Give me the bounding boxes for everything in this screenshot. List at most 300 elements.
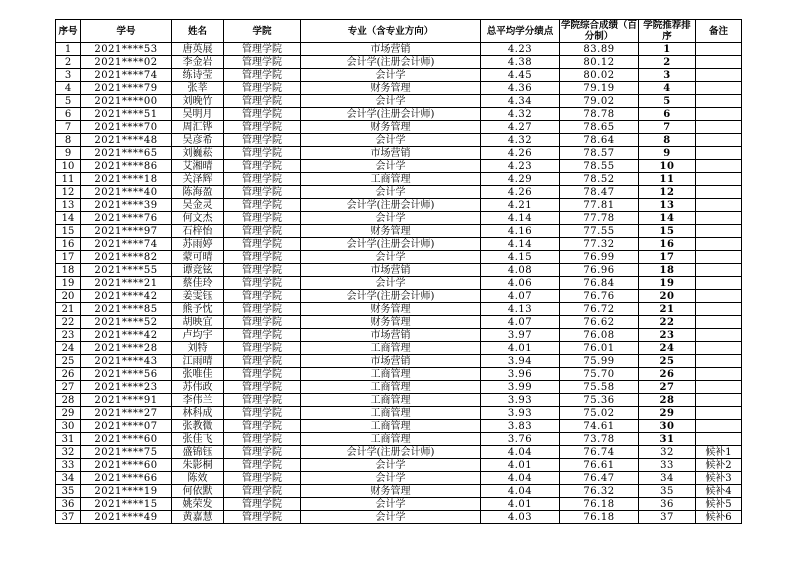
table-row: [56, 316, 742, 329]
header-rank: 学院推荐排序: [639, 20, 696, 43]
cell-college: 管理学院: [224, 381, 301, 394]
cell-note: [696, 316, 742, 329]
cell-major: 工商管理: [301, 381, 481, 394]
cell-student-id: 2021****60: [81, 433, 172, 446]
cell-student-id: 2021****82: [81, 251, 172, 264]
cell-student-id: 2021****76: [81, 212, 172, 225]
cell-note: 候补4: [696, 485, 742, 498]
cell-major: 会计学(注册会计师): [301, 238, 481, 251]
cell-gpa: 3.99: [481, 381, 560, 394]
cell-seq: 25: [56, 355, 81, 368]
cell-student-id: 2021****86: [81, 160, 172, 173]
cell-gpa: 4.23: [481, 43, 560, 56]
cell-gpa: 4.15: [481, 251, 560, 264]
cell-major: 工商管理: [301, 433, 481, 446]
cell-seq: 22: [56, 316, 81, 329]
cell-score: 77.55: [560, 225, 639, 238]
cell-college: 管理学院: [224, 186, 301, 199]
cell-college: 管理学院: [224, 485, 301, 498]
cell-major: 会计学: [301, 251, 481, 264]
cell-student-id: 2021****66: [81, 472, 172, 485]
cell-name: 江雨晴: [172, 355, 224, 368]
cell-gpa: 4.16: [481, 225, 560, 238]
cell-rank: 35: [639, 485, 696, 498]
table-body: [56, 43, 742, 524]
cell-major: 工商管理: [301, 407, 481, 420]
cell-college: 管理学院: [224, 134, 301, 147]
cell-gpa: 4.26: [481, 186, 560, 199]
cell-note: [696, 303, 742, 316]
cell-rank: 11: [639, 173, 696, 186]
cell-college: 管理学院: [224, 69, 301, 82]
cell-note: [696, 134, 742, 147]
cell-college: 管理学院: [224, 394, 301, 407]
cell-score: 76.32: [560, 485, 639, 498]
cell-rank: 2: [639, 56, 696, 69]
cell-name: 谭竞铉: [172, 264, 224, 277]
cell-seq: 21: [56, 303, 81, 316]
cell-score: 79.19: [560, 82, 639, 95]
cell-rank: 28: [639, 394, 696, 407]
cell-name: 姚荣发: [172, 498, 224, 511]
cell-rank: 19: [639, 277, 696, 290]
cell-student-id: 2021****21: [81, 277, 172, 290]
cell-note: [696, 355, 742, 368]
table-row: [56, 225, 742, 238]
table-row: [56, 498, 742, 511]
table-row: [56, 472, 742, 485]
cell-college: 管理学院: [224, 355, 301, 368]
table-header: [56, 20, 742, 43]
cell-rank: 32: [639, 446, 696, 459]
cell-note: [696, 407, 742, 420]
header-major: 专业（含专业方向）: [301, 20, 481, 43]
cell-rank: 10: [639, 160, 696, 173]
cell-note: [696, 394, 742, 407]
cell-college: 管理学院: [224, 329, 301, 342]
cell-name: 石梓怡: [172, 225, 224, 238]
cell-note: 候补3: [696, 472, 742, 485]
cell-note: [696, 108, 742, 121]
cell-seq: 18: [56, 264, 81, 277]
table-row: [56, 121, 742, 134]
cell-seq: 37: [56, 511, 81, 524]
cell-name: 吴明月: [172, 108, 224, 121]
table-row: [56, 394, 742, 407]
cell-name: 卢均宇: [172, 329, 224, 342]
cell-rank: 20: [639, 290, 696, 303]
table-row: [56, 95, 742, 108]
cell-seq: 26: [56, 368, 81, 381]
table-row: [56, 160, 742, 173]
cell-major: 财务管理: [301, 225, 481, 238]
cell-student-id: 2021****52: [81, 316, 172, 329]
cell-student-id: 2021****74: [81, 69, 172, 82]
cell-rank: 25: [639, 355, 696, 368]
cell-score: 75.99: [560, 355, 639, 368]
cell-name: 关泽辉: [172, 173, 224, 186]
header-score: 学院综合成绩（百分制）: [560, 20, 637, 42]
table-row: [56, 303, 742, 316]
cell-rank: 7: [639, 121, 696, 134]
cell-name: 苏伟政: [172, 381, 224, 394]
cell-score: 80.12: [560, 56, 639, 69]
cell-rank: 1: [639, 43, 696, 56]
header-name: 姓名: [172, 20, 224, 43]
cell-rank: 24: [639, 342, 696, 355]
cell-rank: 22: [639, 316, 696, 329]
cell-seq: 17: [56, 251, 81, 264]
cell-seq: 12: [56, 186, 81, 199]
cell-rank: 8: [639, 134, 696, 147]
cell-college: 管理学院: [224, 264, 301, 277]
cell-gpa: 3.96: [481, 368, 560, 381]
table-row: [56, 433, 742, 446]
cell-score: 78.57: [560, 147, 639, 160]
cell-rank: 18: [639, 264, 696, 277]
cell-student-id: 2021****75: [81, 446, 172, 459]
table-row: [56, 355, 742, 368]
table-row: [56, 407, 742, 420]
cell-gpa: 3.97: [481, 329, 560, 342]
cell-seq: 30: [56, 420, 81, 433]
cell-major: 会计学: [301, 186, 481, 199]
cell-student-id: 2021****55: [81, 264, 172, 277]
cell-college: 管理学院: [224, 316, 301, 329]
cell-student-id: 2021****43: [81, 355, 172, 368]
cell-score: 76.76: [560, 290, 639, 303]
cell-major: 财务管理: [301, 121, 481, 134]
cell-gpa: 4.03: [481, 511, 560, 524]
cell-major: 会计学: [301, 160, 481, 173]
cell-gpa: 4.14: [481, 212, 560, 225]
cell-note: [696, 121, 742, 134]
cell-name: 张莘: [172, 82, 224, 95]
cell-score: 76.96: [560, 264, 639, 277]
cell-student-id: 2021****74: [81, 238, 172, 251]
cell-gpa: 4.32: [481, 108, 560, 121]
cell-score: 80.02: [560, 69, 639, 82]
table-row: [56, 251, 742, 264]
cell-seq: 8: [56, 134, 81, 147]
table-row: [56, 43, 742, 56]
table-row: [56, 329, 742, 342]
cell-college: 管理学院: [224, 43, 301, 56]
cell-name: 李伟兰: [172, 394, 224, 407]
cell-student-id: 2021****23: [81, 381, 172, 394]
cell-gpa: 3.76: [481, 433, 560, 446]
table-row: [56, 277, 742, 290]
cell-gpa: 3.83: [481, 420, 560, 433]
cell-rank: 16: [639, 238, 696, 251]
cell-college: 管理学院: [224, 303, 301, 316]
cell-seq: 34: [56, 472, 81, 485]
cell-student-id: 2021****49: [81, 511, 172, 524]
cell-gpa: 4.14: [481, 238, 560, 251]
cell-name: 李金岩: [172, 56, 224, 69]
cell-student-id: 2021****42: [81, 290, 172, 303]
cell-major: 会计学: [301, 134, 481, 147]
cell-gpa: 4.04: [481, 485, 560, 498]
cell-gpa: 3.93: [481, 394, 560, 407]
cell-name: 艾湘晴: [172, 160, 224, 173]
cell-student-id: 2021****39: [81, 199, 172, 212]
cell-name: 刘特: [172, 342, 224, 355]
cell-gpa: 4.26: [481, 147, 560, 160]
cell-note: [696, 56, 742, 69]
cell-gpa: 4.01: [481, 459, 560, 472]
cell-seq: 19: [56, 277, 81, 290]
header-gpa: 总平均学分绩点: [481, 20, 560, 43]
cell-score: 77.78: [560, 212, 639, 225]
cell-college: 管理学院: [224, 459, 301, 472]
cell-gpa: 4.07: [481, 316, 560, 329]
cell-college: 管理学院: [224, 472, 301, 485]
cell-college: 管理学院: [224, 511, 301, 524]
table-row: [56, 238, 742, 251]
cell-name: 苏雨婷: [172, 238, 224, 251]
cell-seq: 4: [56, 82, 81, 95]
cell-seq: 27: [56, 381, 81, 394]
cell-score: 79.02: [560, 95, 639, 108]
cell-seq: 11: [56, 173, 81, 186]
cell-score: 76.18: [560, 511, 639, 524]
cell-score: 76.62: [560, 316, 639, 329]
table-row: [56, 69, 742, 82]
cell-score: 77.32: [560, 238, 639, 251]
cell-note: [696, 433, 742, 446]
cell-score: 73.78: [560, 433, 639, 446]
cell-seq: 5: [56, 95, 81, 108]
cell-student-id: 2021****70: [81, 121, 172, 134]
cell-seq: 1: [56, 43, 81, 56]
cell-score: 76.99: [560, 251, 639, 264]
cell-college: 管理学院: [224, 121, 301, 134]
cell-gpa: 4.01: [481, 342, 560, 355]
cell-gpa: 4.21: [481, 199, 560, 212]
cell-seq: 24: [56, 342, 81, 355]
cell-major: 市场营销: [301, 43, 481, 56]
cell-seq: 2: [56, 56, 81, 69]
cell-name: 黄嘉慧: [172, 511, 224, 524]
cell-major: 会计学: [301, 69, 481, 82]
cell-student-id: 2021****85: [81, 303, 172, 316]
cell-gpa: 4.32: [481, 134, 560, 147]
cell-rank: 21: [639, 303, 696, 316]
cell-student-id: 2021****51: [81, 108, 172, 121]
table-row: [56, 511, 742, 524]
cell-major: 会计学(注册会计师): [301, 290, 481, 303]
cell-score: 75.58: [560, 381, 639, 394]
table-row: [56, 147, 742, 160]
cell-major: 会计学(注册会计师): [301, 199, 481, 212]
cell-college: 管理学院: [224, 498, 301, 511]
cell-rank: 13: [639, 199, 696, 212]
cell-note: [696, 238, 742, 251]
cell-score: 78.55: [560, 160, 639, 173]
cell-score: 76.72: [560, 303, 639, 316]
cell-name: 练诗莹: [172, 69, 224, 82]
cell-note: [696, 277, 742, 290]
cell-note: [696, 251, 742, 264]
header-student-id: 学号: [81, 20, 172, 43]
table-row: [56, 56, 742, 69]
cell-major: 会计学: [301, 95, 481, 108]
cell-score: 78.47: [560, 186, 639, 199]
cell-note: [696, 95, 742, 108]
cell-major: 会计学: [301, 459, 481, 472]
cell-name: 林科成: [172, 407, 224, 420]
cell-college: 管理学院: [224, 290, 301, 303]
cell-seq: 6: [56, 108, 81, 121]
cell-student-id: 2021****42: [81, 329, 172, 342]
cell-college: 管理学院: [224, 238, 301, 251]
cell-note: 候补5: [696, 498, 742, 511]
cell-college: 管理学院: [224, 368, 301, 381]
cell-college: 管理学院: [224, 56, 301, 69]
cell-score: 78.65: [560, 121, 639, 134]
cell-score: 76.61: [560, 459, 639, 472]
cell-name: 盛锦钰: [172, 446, 224, 459]
cell-score: 74.61: [560, 420, 639, 433]
cell-score: 77.81: [560, 199, 639, 212]
cell-name: 蔡佳玲: [172, 277, 224, 290]
cell-rank: 17: [639, 251, 696, 264]
cell-note: [696, 368, 742, 381]
cell-major: 会计学(注册会计师): [301, 108, 481, 121]
cell-college: 管理学院: [224, 407, 301, 420]
cell-student-id: 2021****27: [81, 407, 172, 420]
cell-major: 会计学: [301, 498, 481, 511]
cell-major: 工商管理: [301, 420, 481, 433]
cell-gpa: 4.38: [481, 56, 560, 69]
cell-student-id: 2021****00: [81, 95, 172, 108]
cell-gpa: 4.13: [481, 303, 560, 316]
cell-note: [696, 160, 742, 173]
cell-student-id: 2021****56: [81, 368, 172, 381]
cell-rank: 12: [639, 186, 696, 199]
cell-name: 张唯佳: [172, 368, 224, 381]
cell-score: 76.47: [560, 472, 639, 485]
cell-seq: 9: [56, 147, 81, 160]
cell-college: 管理学院: [224, 160, 301, 173]
cell-score: 78.52: [560, 173, 639, 186]
cell-seq: 31: [56, 433, 81, 446]
table-row: [56, 420, 742, 433]
cell-rank: 26: [639, 368, 696, 381]
cell-seq: 36: [56, 498, 81, 511]
cell-major: 会计学(注册会计师): [301, 56, 481, 69]
cell-major: 会计学: [301, 212, 481, 225]
cell-seq: 10: [56, 160, 81, 173]
table-row: [56, 446, 742, 459]
cell-major: 会计学(注册会计师): [301, 446, 481, 459]
cell-note: [696, 329, 742, 342]
cell-student-id: 2021****79: [81, 82, 172, 95]
cell-major: 工商管理: [301, 342, 481, 355]
header-seq: 序号: [56, 20, 81, 43]
cell-student-id: 2021****02: [81, 56, 172, 69]
cell-rank: 34: [639, 472, 696, 485]
cell-name: 陈效: [172, 472, 224, 485]
cell-note: [696, 43, 742, 56]
cell-major: 财务管理: [301, 485, 481, 498]
cell-rank: 37: [639, 511, 696, 524]
cell-student-id: 2021****07: [81, 420, 172, 433]
table-row: [56, 368, 742, 381]
cell-seq: 35: [56, 485, 81, 498]
cell-student-id: 2021****18: [81, 173, 172, 186]
cell-rank: 5: [639, 95, 696, 108]
cell-note: [696, 212, 742, 225]
cell-college: 管理学院: [224, 277, 301, 290]
header-college: 学院: [224, 20, 301, 43]
cell-gpa: 4.06: [481, 277, 560, 290]
cell-student-id: 2021****19: [81, 485, 172, 498]
cell-seq: 28: [56, 394, 81, 407]
cell-note: [696, 147, 742, 160]
cell-college: 管理学院: [224, 251, 301, 264]
cell-rank: 36: [639, 498, 696, 511]
cell-college: 管理学院: [224, 199, 301, 212]
cell-note: [696, 290, 742, 303]
cell-rank: 14: [639, 212, 696, 225]
table-row: [56, 199, 742, 212]
cell-seq: 16: [56, 238, 81, 251]
cell-note: [696, 225, 742, 238]
cell-major: 工商管理: [301, 173, 481, 186]
cell-major: 市场营销: [301, 264, 481, 277]
cell-student-id: 2021****97: [81, 225, 172, 238]
cell-major: 会计学: [301, 472, 481, 485]
table-row: [56, 381, 742, 394]
cell-score: 76.01: [560, 342, 639, 355]
cell-college: 管理学院: [224, 342, 301, 355]
cell-score: 76.84: [560, 277, 639, 290]
cell-name: 朱影桐: [172, 459, 224, 472]
cell-rank: 30: [639, 420, 696, 433]
recommendation-table: [55, 19, 742, 524]
cell-student-id: 2021****60: [81, 459, 172, 472]
table-row: [56, 212, 742, 225]
cell-student-id: 2021****53: [81, 43, 172, 56]
cell-student-id: 2021****65: [81, 147, 172, 160]
cell-rank: 9: [639, 147, 696, 160]
cell-name: 陈海盈: [172, 186, 224, 199]
cell-major: 财务管理: [301, 82, 481, 95]
cell-seq: 29: [56, 407, 81, 420]
cell-note: 候补6: [696, 511, 742, 524]
cell-name: 吴彦希: [172, 134, 224, 147]
cell-gpa: 4.04: [481, 472, 560, 485]
cell-rank: 27: [639, 381, 696, 394]
cell-name: 吴金灵: [172, 199, 224, 212]
cell-note: [696, 82, 742, 95]
cell-major: 财务管理: [301, 316, 481, 329]
table-row: [56, 264, 742, 277]
cell-college: 管理学院: [224, 446, 301, 459]
cell-major: 工商管理: [301, 394, 481, 407]
cell-score: 78.78: [560, 108, 639, 121]
cell-major: 会计学: [301, 511, 481, 524]
cell-note: 候补2: [696, 459, 742, 472]
cell-college: 管理学院: [224, 147, 301, 160]
cell-name: 胡映宜: [172, 316, 224, 329]
cell-name: 熊予忱: [172, 303, 224, 316]
cell-gpa: 3.94: [481, 355, 560, 368]
cell-note: 候补1: [696, 446, 742, 459]
cell-rank: 33: [639, 459, 696, 472]
